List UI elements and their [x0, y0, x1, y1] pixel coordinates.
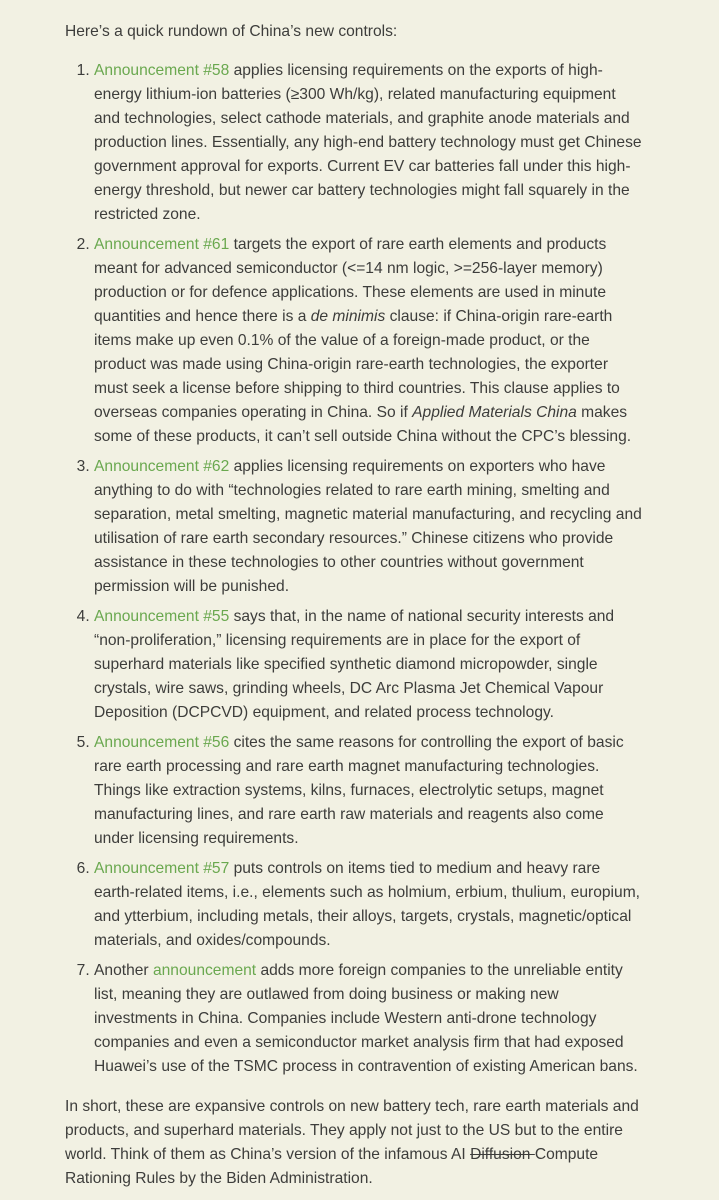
announcement-61-link[interactable]: Announcement #61: [94, 236, 230, 253]
list-item-62: [94, 455, 645, 599]
list-item-text: adds more foreign companies to the unreliable entity list, meaning they are outlawed from doing business or making new investments in China. Companies include Western anti-drone technology companies and even a semiconductor market analysis firm that had exposed Huawei’s use of the TSMC process in contravention of existing American bans.: [94, 962, 638, 1075]
list-item-text: puts controls on items tied to medium and heavy rare earth-related items, i.e., elements such as holmium, erbium, thulium, europium, and ytterbium, including metals, their alloys, targets, crystals, magnetic/optical materials, and oxides/compounds.: [94, 860, 641, 949]
list-item-58: [94, 59, 645, 227]
list-item-text: says that, in the name of national security interests and “non-proliferation,” licensing requirements are in place for the export of superhard materials like specified synthetic diamond micropowder, single crystals, wire saws, grinding wheels, DC Arc Plasma Jet Chemical Vapour Deposition (DCPCVD) equipment, and related process technology.: [94, 608, 615, 721]
list-item-57: [94, 857, 645, 953]
list-item-text: makes some of these products, it can’t sell outside China without the CPC’s blessing.: [94, 404, 632, 445]
outro-text: Compute Rationing Rules by the Biden Administration.: [65, 1146, 599, 1187]
announcement-57-link[interactable]: Announcement #57: [94, 860, 230, 877]
announcement-55-link[interactable]: Announcement #55: [94, 608, 230, 625]
struck-text: Diffusion: [470, 1146, 535, 1163]
list-item-text: applies licensing requirements on the exports of high-energy lithium-ion batteries (≥300 Wh/kg), related manufacturing equipment and technologies, select cathode materials, and graphite anode materials and production lines. Essentially, any high-end battery technology must get Chinese government approval for exports. Current EV car batteries fall under this high-energy threshold, but newer car battery technologies might fall squarely in the restricted zone.: [94, 62, 642, 223]
list-item-prefix: Another: [94, 962, 153, 979]
emphasis-de-minimis: de minimis: [310, 308, 386, 325]
outro-paragraph: [65, 1095, 645, 1191]
list-item-61: [94, 233, 645, 449]
emphasis-applied-materials: Applied Materials China: [412, 404, 577, 421]
list-item-text: applies licensing requirements on exporters who have anything to do with “technologies related to rare earth mining, smelting and separation, metal smelting, magnetic material manufacturing, and recycling and utilisation of rare earth secondary resources.” Chinese citizens who provide assistance in these technologies to other countries without government permission will be punished.: [94, 458, 642, 595]
article-body: [65, 20, 645, 1191]
controls-list: [65, 59, 645, 1079]
announcement-58-link[interactable]: Announcement #58: [94, 62, 230, 79]
announcement-62-link[interactable]: Announcement #62: [94, 458, 230, 475]
list-item-text: cites the same reasons for controlling the export of basic rare earth processing and rare earth magnet manufacturing technologies. Things like extraction systems, kilns, furnaces, electrolytic setups, magnet manufacturing lines, and rare earth raw materials and reagents also come under licensing requirements.: [94, 734, 624, 847]
announcement-link[interactable]: announcement: [152, 962, 257, 979]
intro-paragraph: Here’s a quick rundown of China’s new controls:: [65, 23, 398, 40]
list-item-text: clause: if China-origin rare-earth items make up even 0.1% of the value of a foreign-made product, or the product was made using China-origin rare-earth technologies, the exporter must seek a license before shipping to third countries. This clause applies to overseas companies operating in China. So if: [94, 308, 620, 421]
list-item-text: targets the export of rare earth elements and products meant for advanced semiconductor (<=14 nm logic, >=256-layer memory) production or for defence applications. These elements are used in minute quantities and hence there is a: [94, 236, 607, 325]
list-item-entity-list: [94, 959, 645, 1079]
outro-text: In short, these are expansive controls on new battery tech, rare earth materials and products, and superhard materials. They apply not just to the US but to the entire world. Think of them as China’s version of the infamous AI: [65, 1098, 639, 1163]
list-item-55: [94, 605, 645, 725]
list-item-56: [94, 731, 645, 851]
announcement-56-link[interactable]: Announcement #56: [94, 734, 230, 751]
